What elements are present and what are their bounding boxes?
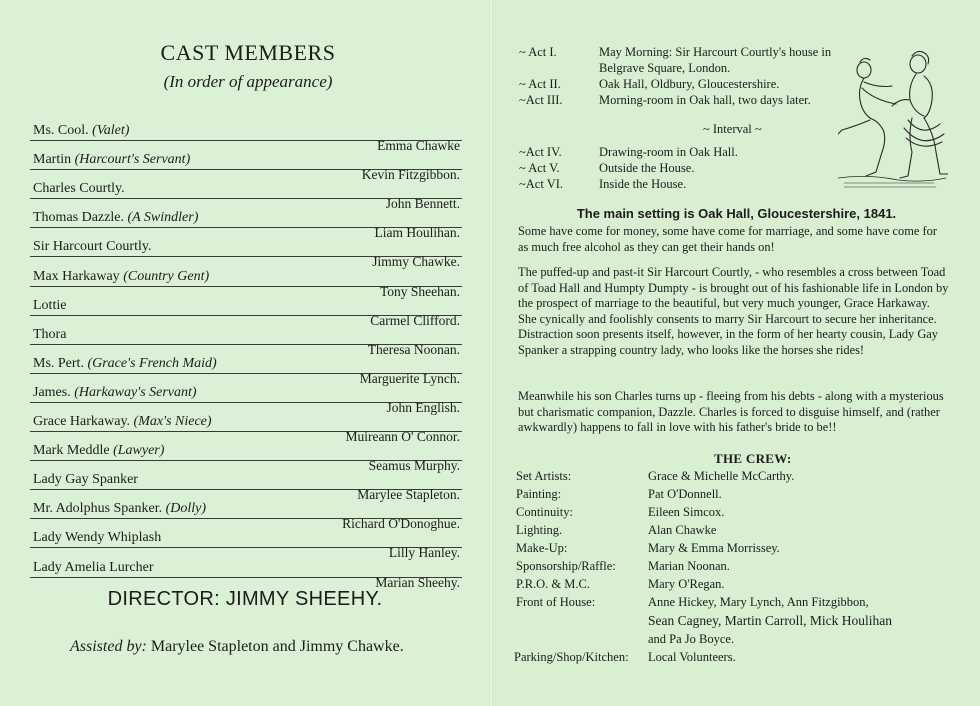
- crew-row: [516, 577, 956, 595]
- crew-role-label: Parking/Shop/Kitchen:: [514, 650, 629, 664]
- cast-character: [33, 269, 209, 285]
- cast-character: [33, 414, 212, 430]
- act-number: ~ Act I.: [519, 45, 557, 59]
- cast-row: [30, 170, 462, 212]
- crew-continuation: Sean Cagney, Martin Carroll, Mick Houlihan: [648, 613, 892, 628]
- actor-name: Emma Chawke: [377, 138, 460, 154]
- actor-name: Theresa Noonan.: [367, 341, 460, 357]
- character-name: Lady Wendy Whiplash: [33, 530, 162, 546]
- cast-character: [33, 239, 151, 255]
- act-description: Oak Hall, Oldbury, Gloucestershire.: [599, 77, 780, 91]
- crew-role-label: Continuity:: [516, 505, 573, 519]
- character-name: Sir Harcourt Courtly.: [33, 239, 152, 255]
- crew-row: [516, 523, 956, 541]
- assisted-line: [70, 638, 404, 656]
- character-description: (Country Gent): [123, 268, 210, 284]
- crew-names: Anne Hickey, Mary Lynch, Ann Fitzgibbon,: [648, 595, 869, 609]
- crew-row: [514, 650, 954, 668]
- cast-character: [33, 152, 190, 168]
- character-description: (Lawyer): [113, 443, 165, 459]
- cast-subtitle: (In order of appearance): [163, 72, 333, 91]
- character-name: Max Harkaway: [33, 268, 120, 284]
- actor-name: Carmel Clifford.: [370, 312, 460, 328]
- act-number: ~Act VI.: [519, 177, 564, 191]
- crew-row: [516, 469, 956, 487]
- actor-name: Kevin Fitzgibbon.: [361, 167, 460, 183]
- cast-character: [33, 123, 129, 139]
- character-name: Ms. Cool.: [33, 123, 89, 139]
- cast-character: [33, 210, 198, 226]
- cast-character: [33, 181, 125, 197]
- cast-row: [30, 345, 462, 386]
- cast-character: [33, 501, 206, 517]
- act-number: ~Act IV.: [519, 145, 562, 159]
- crew-row: [516, 487, 956, 505]
- act-row: [515, 160, 835, 176]
- character-name: Charles Courtly.: [33, 181, 125, 197]
- crew-names: Eileen Simcox.: [648, 505, 725, 519]
- crew-names: Marian Noonan.: [648, 559, 730, 573]
- character-description: (Valet): [92, 123, 130, 139]
- cast-character: [33, 472, 138, 488]
- act-row: [515, 92, 835, 108]
- cast-row: [30, 374, 462, 415]
- cast-row: [30, 141, 462, 183]
- actor-name: Liam Houlihan.: [374, 225, 460, 241]
- crew-role-label: P.R.O. & M.C.: [516, 577, 590, 591]
- cast-row: [30, 287, 462, 328]
- character-description: (Harcourt's Servant): [74, 152, 191, 168]
- character-name: Lottie: [33, 297, 67, 313]
- act-number: ~Act III.: [519, 93, 563, 107]
- crew-row: [516, 505, 956, 523]
- plot-paragraph-2: Meanwhile his son Charles turns up - fleeing from his debts - along with a mysterious but charismatic companion, Dazzle. Charles is forced to disguise himself, and (rather awkwardly) happens to fall in love with his father's bride to be!!: [518, 389, 944, 435]
- cast-row: [30, 228, 462, 270]
- crew-row: [516, 559, 956, 577]
- cast-list: [30, 112, 462, 590]
- cast-character: [33, 560, 154, 576]
- act-row: [515, 144, 835, 160]
- cast-row: [30, 403, 462, 445]
- crew-names: Mary & Emma Morrissey.: [648, 541, 780, 555]
- character-name: Lady Amelia Lurcher: [33, 559, 154, 575]
- actor-name: Tony Sheehan.: [379, 283, 460, 299]
- character-description: (Grace's French Maid): [87, 355, 217, 371]
- character-name: Grace Harkaway.: [33, 414, 131, 430]
- crew-role-label: Painting:: [516, 487, 562, 501]
- character-name: James.: [33, 384, 71, 400]
- crew-row: [516, 595, 956, 613]
- actor-name: John Bennett.: [385, 196, 460, 212]
- crew-names: Grace & Michelle McCarthy.: [648, 469, 795, 483]
- character-name: Mark Meddle: [33, 443, 110, 459]
- act-description: Drawing-room in Oak Hall.: [599, 145, 738, 159]
- cast-row: [30, 548, 462, 590]
- cast-character: [33, 530, 161, 546]
- crew-row: [516, 541, 956, 559]
- act-row: [515, 44, 835, 60]
- character-description: (Dolly): [165, 501, 207, 517]
- actor-name: Marylee Stapleton.: [357, 487, 460, 503]
- crew-role-label: Make-Up:: [516, 541, 568, 555]
- character-description: (Harkaway's Servant): [74, 384, 197, 400]
- act-number: ~ Act II.: [519, 77, 561, 91]
- character-name: Lady Gay Spanker: [33, 472, 138, 488]
- cast-character: [33, 356, 217, 372]
- character-description: (Max's Niece): [133, 414, 212, 430]
- actor-name: John English.: [386, 399, 460, 415]
- crew-title: THE CREW:: [714, 451, 792, 466]
- acts-list-second: [515, 144, 835, 192]
- act-number: ~ Act V.: [519, 161, 560, 175]
- act-description: Morning-room in Oak hall, two days later.: [599, 93, 811, 107]
- act-description: Inside the House.: [599, 177, 687, 191]
- cast-row: [30, 490, 462, 532]
- character-name: Thomas Dazzle.: [33, 210, 124, 226]
- act-description: Belgrave Square, London.: [599, 61, 731, 75]
- acts-list: [515, 44, 835, 108]
- intro-paragraph: Some have come for money, some have come for marriage, and some have come for as much free alcohol as they can get their hands on!: [518, 224, 937, 254]
- character-description: (A Swindler): [127, 210, 199, 226]
- crew-role-label: Lighting.: [516, 523, 563, 537]
- cast-row: [30, 432, 462, 474]
- act-description: May Morning: Sir Harcourt Courtly's house in: [599, 45, 832, 59]
- crew-names: Mary O'Regan.: [648, 577, 725, 591]
- cast-row: [30, 461, 462, 503]
- assisted-label: Assisted by:: [70, 638, 147, 655]
- actor-name: Richard O'Donoghue.: [342, 516, 460, 532]
- cast-row: [30, 316, 462, 357]
- cast-row: [30, 257, 462, 299]
- crew-names: Alan Chawke: [648, 523, 717, 537]
- act-description: Outside the House.: [599, 161, 695, 175]
- character-name: Mr. Adolphus Spanker.: [33, 501, 163, 517]
- crew-names: Local Volunteers.: [648, 650, 736, 664]
- director-line: DIRECTOR: JIMMY SHEEHY.: [107, 588, 383, 610]
- character-name: Martin: [33, 152, 72, 168]
- actor-name: Jimmy Chawke.: [372, 254, 460, 270]
- actor-name: Lilly Hanley.: [388, 545, 460, 561]
- cast-character: [33, 327, 66, 343]
- character-name: Thora: [33, 326, 67, 342]
- crew-names: Pat O'Donnell.: [648, 487, 722, 501]
- cast-row: [30, 112, 462, 154]
- actor-name: Muireann O' Connor.: [345, 429, 460, 445]
- act-row: [515, 76, 835, 92]
- crew-role-label: Front of House:: [516, 595, 596, 609]
- main-setting-heading: The main setting is Oak Hall, Gloucestershire, 1841.: [576, 206, 897, 221]
- cast-title: CAST MEMBERS: [160, 40, 336, 65]
- crew-continuation: and Pa Jo Boyce.: [648, 632, 735, 646]
- character-name: Ms. Pert.: [33, 355, 84, 371]
- plot-paragraph: The puffed-up and past-it Sir Harcourt Courtly, - who resembles a cross between Toad of Toad Hall and Humpty Dumpty - is brought out of his fashionable life in London by the prospect of marriage to the beautiful, but very much younger, Grace Harkaway. She cynically and foolishly consents to marry Sir Harcourt to secure her inheritance. Distraction soon presents itself, however, in the form of her hearty cousin, Lady Gay Spanker a strapping country lady, who looks like the horses she rides!: [518, 265, 949, 357]
- crew-role-label: Sponsorship/Raffle:: [516, 559, 616, 573]
- cast-row: [30, 519, 462, 561]
- crew-role-label: Set Artists:: [516, 469, 572, 483]
- assisted-names: Marylee Stapleton and Jimmy Chawke.: [146, 638, 404, 655]
- actor-name: Marian Sheehy.: [375, 574, 460, 590]
- cast-character: [33, 385, 197, 401]
- act-row: [515, 60, 835, 76]
- interval-label: ~ Interval ~: [703, 122, 762, 136]
- cast-character: [33, 443, 164, 459]
- act-row: [515, 176, 835, 192]
- actor-name: Seamus Murphy.: [368, 458, 460, 474]
- cast-row: [30, 199, 462, 241]
- dancing-figures-sketch: [838, 48, 948, 190]
- cast-character: [33, 298, 66, 314]
- actor-name: Marguerite Lynch.: [359, 370, 460, 386]
